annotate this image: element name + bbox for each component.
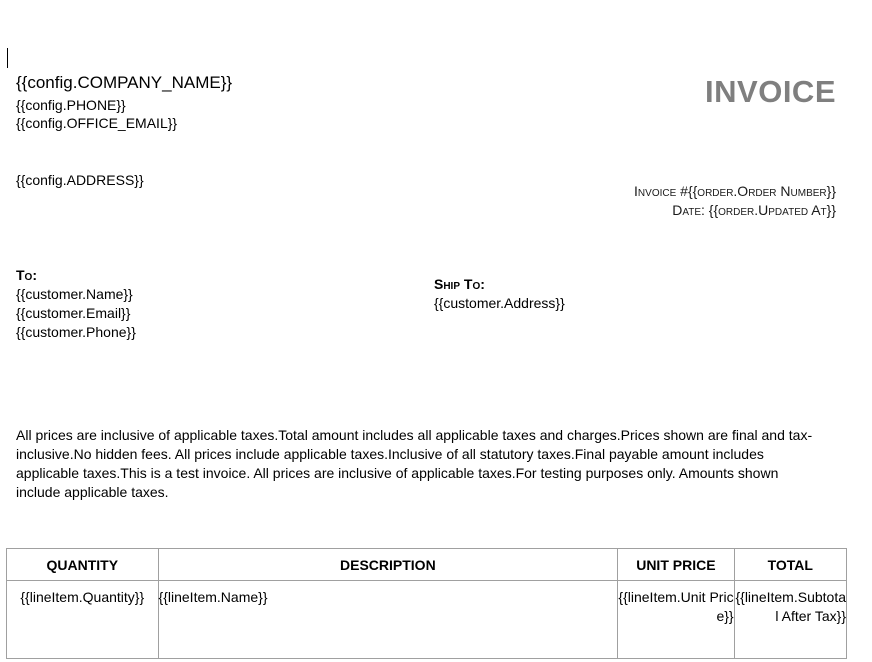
ship-to-section [434, 275, 565, 313]
quantity-cell: {{lineItem.Quantity}} [7, 581, 159, 659]
unit-price-header: UNIT PRICE [618, 549, 734, 581]
company-address: {{config.ADDRESS}} [16, 172, 144, 188]
tax-terms-paragraph: All prices are inclusive of applicable taxes.Total amount includes all applicable taxes and charges.Prices shown are final and tax-inclusive.No hidden fees. All prices include applicable taxes.Inclusive of all statutory taxes.Final payable amount includes applicable taxes.This is a test invoice. All prices are inclusive of applicable taxes.For testing purposes only. Amounts shown include applicable taxes. [16, 427, 813, 500]
description-header: DESCRIPTION [158, 549, 618, 581]
company-email: {{config.OFFICE_EMAIL}} [16, 115, 178, 131]
quantity-header: QUANTITY [7, 549, 159, 581]
line-items-table [6, 548, 847, 659]
company-name: {{config.COMPANY_NAME}} [16, 73, 233, 92]
invoice-title: INVOICE [705, 74, 836, 109]
customer-address: {{customer.Address}} [434, 295, 565, 311]
company-phone: {{config.PHONE}} [16, 97, 126, 113]
company-info [16, 72, 376, 132]
invoice-date: Date: {{order.Updated At}} [672, 202, 836, 218]
total-cell: {{lineItem.Subtotal After Tax}} [734, 581, 846, 659]
bill-to-section [16, 266, 136, 342]
customer-name: {{customer.Name}} [16, 286, 133, 302]
bill-to-label: To: [16, 267, 37, 283]
customer-phone: {{customer.Phone}} [16, 324, 136, 340]
invoice-number: Invoice #{{order.Order Number}} [634, 183, 836, 199]
table-header-row [7, 549, 847, 581]
invoice-meta [634, 182, 836, 220]
unit-price-cell: {{lineItem.Unit Price}} [618, 581, 734, 659]
total-header: TOTAL [734, 549, 846, 581]
ship-to-label: Ship To: [434, 276, 485, 292]
description-cell: {{lineItem.Name}} [158, 581, 618, 659]
text-cursor [7, 48, 8, 68]
table-row [7, 581, 847, 659]
customer-email: {{customer.Email}} [16, 305, 131, 321]
